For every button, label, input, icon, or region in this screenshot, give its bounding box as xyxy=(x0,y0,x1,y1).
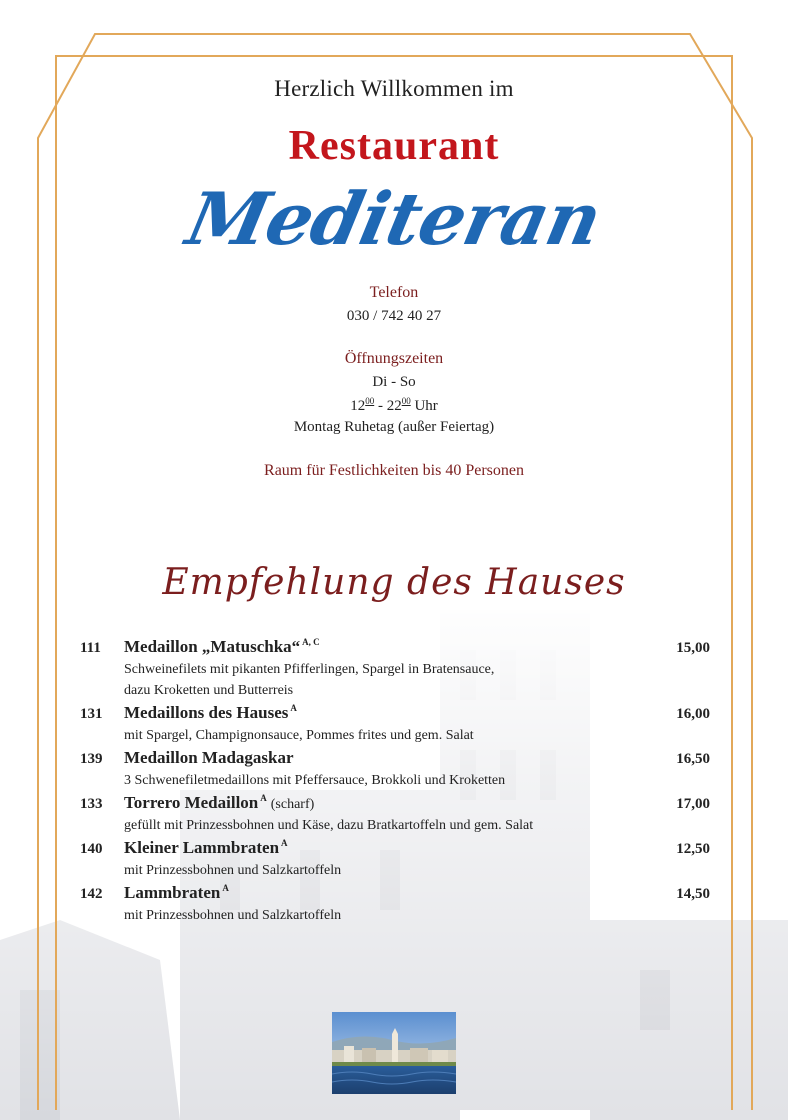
hours-label: Öffnungszeiten xyxy=(344,350,444,367)
hours-close-minutes: 00 xyxy=(401,396,411,406)
phone-label: Telefon xyxy=(369,284,419,301)
item-number: 111 xyxy=(80,640,101,656)
item-name xyxy=(124,748,650,768)
item-note: (scharf) xyxy=(270,797,315,812)
item-name xyxy=(124,703,650,723)
item-description: 3 Schwenefiletmedaillons mit Pfeffersauce, Brokkoli und Kroketten xyxy=(124,773,506,788)
item-price: 16,50 xyxy=(676,751,710,767)
item-number: 139 xyxy=(80,751,103,767)
item-description: mit Prinzessbohnen und Salzkartoffeln xyxy=(124,908,342,923)
rest-day: Montag Ruhetag (außer Feiertag) xyxy=(293,419,495,435)
item-name xyxy=(124,793,650,813)
item-name-text: Kleiner Lammbraten xyxy=(124,838,280,857)
festive-room-note: Raum für Festlichkeiten bis 40 Personen xyxy=(264,462,524,479)
item-allergens: A xyxy=(290,703,297,714)
welcome-text: Herzlich Willkommen im xyxy=(274,76,514,101)
item-name xyxy=(124,838,650,858)
hours-separator: - xyxy=(374,398,387,414)
item-name-text: Lammbraten xyxy=(124,883,221,902)
item-allergens: A xyxy=(260,793,267,804)
menu-item xyxy=(80,793,710,836)
item-allergens: A xyxy=(222,883,229,894)
item-price: 12,50 xyxy=(676,841,710,857)
section-title: Empfehlung des Hauses xyxy=(162,562,626,603)
item-name-text: Medaillon „Matuschka“ xyxy=(124,637,301,656)
menu-item xyxy=(80,637,710,701)
menu-item xyxy=(80,748,710,791)
item-description: dazu Kroketten und Butterreis xyxy=(124,683,294,698)
hours-open: 12 xyxy=(350,398,366,414)
menu-item xyxy=(80,703,710,746)
item-number: 131 xyxy=(80,706,103,722)
hours-open-minutes: 00 xyxy=(365,396,375,406)
hours-unit: Uhr xyxy=(410,398,438,414)
item-price: 17,00 xyxy=(676,796,710,812)
item-description: mit Prinzessbohnen und Salzkartoffeln xyxy=(124,863,342,878)
item-number: 133 xyxy=(80,796,103,812)
item-description: gefüllt mit Prinzessbohnen und Käse, dazu Bratkartoffeln und gem. Salat xyxy=(124,818,534,833)
item-name-text: Medaillons des Hauses xyxy=(124,703,289,722)
item-name xyxy=(124,637,650,657)
harbor-photo xyxy=(332,1012,456,1094)
item-description: mit Spargel, Champignonsauce, Pommes frites und gem. Salat xyxy=(124,728,474,743)
item-description: Schweinefilets mit pikanten Pfifferlingen, Spargel in Bratensauce, xyxy=(124,662,495,677)
item-price: 14,50 xyxy=(676,886,710,902)
item-allergens: A, C xyxy=(302,637,320,648)
item-number: 140 xyxy=(80,841,103,857)
hours-close: 22 xyxy=(386,398,402,414)
phone-value: 030 / 742 40 27 xyxy=(346,308,442,324)
item-name-text: Medaillon Madagaskar xyxy=(124,748,294,767)
menu-item xyxy=(80,838,710,881)
item-name-text: Torrero Medaillon xyxy=(124,793,259,812)
brand-logo: Mediteran xyxy=(179,176,609,261)
hours-time xyxy=(0,396,788,415)
restaurant-title: Restaurant xyxy=(288,123,500,169)
menu-item xyxy=(80,883,710,926)
item-price: 16,00 xyxy=(676,706,710,722)
item-number: 142 xyxy=(80,886,103,902)
menu-list xyxy=(80,637,710,928)
hours-days: Di - So xyxy=(372,374,416,390)
item-allergens: A xyxy=(281,838,288,849)
item-name xyxy=(124,883,650,903)
item-price: 15,00 xyxy=(676,640,710,656)
